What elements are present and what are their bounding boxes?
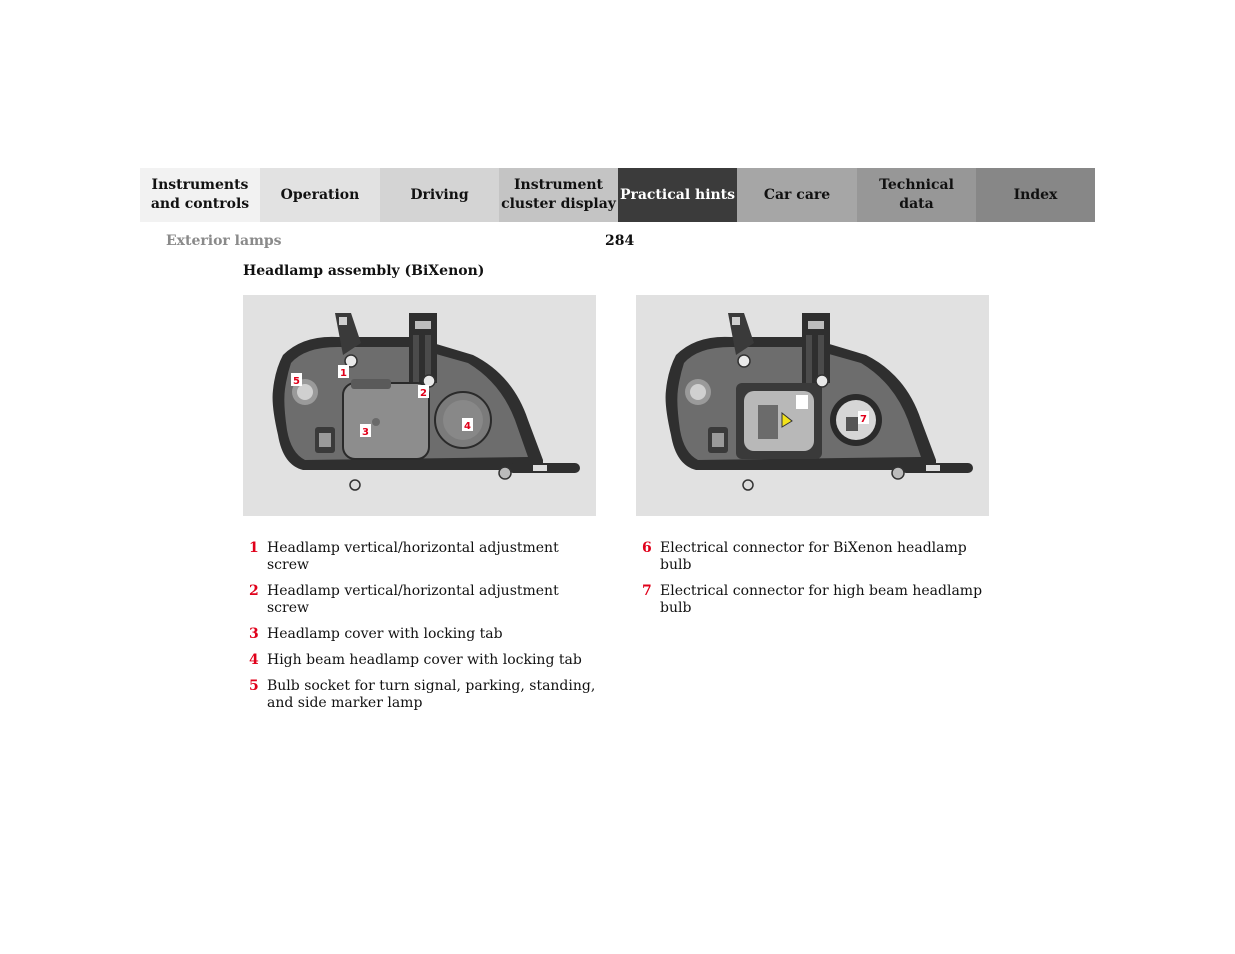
tab-index[interactable]: Index <box>976 168 1095 222</box>
legend-item <box>243 540 603 574</box>
section-label: Exterior lamps <box>166 233 282 249</box>
legend-right <box>636 540 996 626</box>
page-number: 284 <box>605 233 635 249</box>
svg-text:7: 7 <box>860 414 867 425</box>
headlamp-illustration-open <box>636 295 989 516</box>
legend-item <box>243 583 603 617</box>
tab-instruments-and-controls[interactable]: Instruments and controls <box>140 168 260 222</box>
legend-item <box>636 540 996 574</box>
callout-5 <box>291 373 302 387</box>
tab-technical-data[interactable]: Technical data <box>857 168 976 222</box>
legend-item <box>636 583 996 617</box>
legend-number: 4 <box>249 652 259 668</box>
tab-instrument-cluster-display[interactable]: Instrument cluster display <box>499 168 618 222</box>
svg-text:1: 1 <box>340 368 347 379</box>
headlamp-illustration <box>243 295 596 516</box>
svg-text:4: 4 <box>464 421 471 432</box>
svg-text:3: 3 <box>362 427 369 438</box>
svg-text:2: 2 <box>420 388 427 399</box>
callout-1 <box>338 365 349 379</box>
legend-text: High beam headlamp cover with locking tab <box>267 652 582 668</box>
legend-number: 6 <box>642 540 652 556</box>
tab-driving[interactable]: Driving <box>380 168 499 222</box>
legend-text: Electrical connector for high beam headlamp bulb <box>660 583 983 616</box>
legend-number: 1 <box>249 540 259 556</box>
legend-item <box>243 626 603 643</box>
legend-item <box>243 652 603 669</box>
tab-car-care[interactable]: Car care <box>737 168 857 222</box>
legend-number: 7 <box>642 583 652 599</box>
legend-text: Electrical connector for BiXenon headlamp bulb <box>660 540 967 573</box>
legend-number: 3 <box>249 626 259 642</box>
legend-number: 5 <box>249 678 259 694</box>
tab-practical-hints[interactable]: Practical hints <box>618 168 737 222</box>
callout-2 <box>418 385 429 399</box>
headlamp-figure-connectors <box>636 295 989 516</box>
callout-7 <box>858 411 869 425</box>
callout-3 <box>360 424 371 438</box>
legend-item <box>243 678 603 712</box>
legend-left <box>243 540 603 721</box>
tab-operation[interactable]: Operation <box>260 168 380 222</box>
legend-text: Headlamp vertical/horizontal adjustment screw <box>267 540 559 573</box>
legend-text: Headlamp vertical/horizontal adjustment screw <box>267 583 559 616</box>
legend-text: Headlamp cover with locking tab <box>267 626 503 642</box>
svg-text:5: 5 <box>293 376 300 387</box>
headlamp-figure-covers <box>243 295 596 516</box>
callout-4 <box>462 418 473 432</box>
chapter-nav <box>140 168 1095 222</box>
legend-number: 2 <box>249 583 259 599</box>
legend-text: Bulb socket for turn signal, parking, standing, and side marker lamp <box>267 678 596 711</box>
page-heading: Headlamp assembly (BiXenon) <box>243 263 485 279</box>
